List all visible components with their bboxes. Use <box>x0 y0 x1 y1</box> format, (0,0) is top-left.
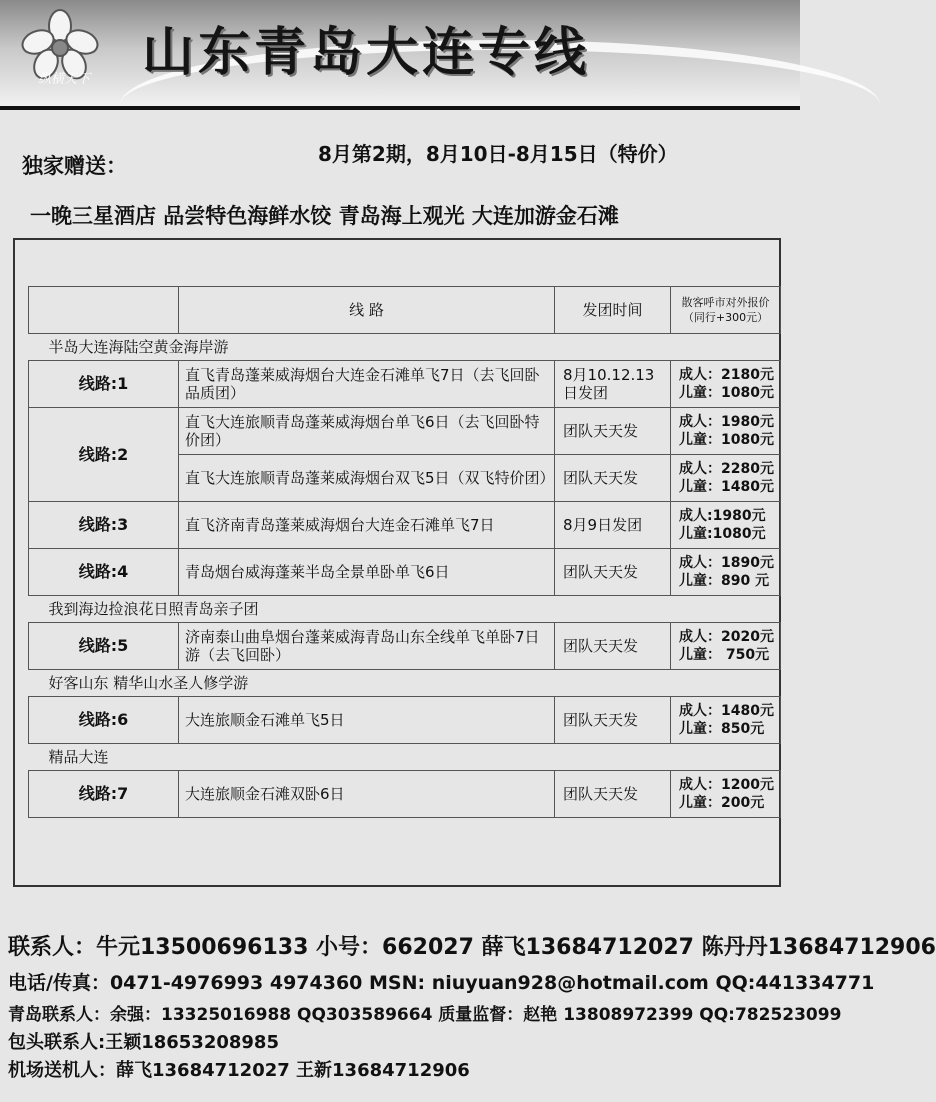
route-cell: 青岛烟台威海蓬莱半岛全景单卧单飞6日 <box>179 549 555 596</box>
table-row <box>29 623 781 670</box>
child-price: 儿童:1080元 <box>679 526 766 542</box>
header-route: 线 路 <box>179 287 555 334</box>
contact-line: 电话/传真：0471-4976993 4974360 MSN: niuyuan928@hotmail.com QQ:441334771 <box>8 972 875 994</box>
adult-price: 成人：1980元 <box>679 414 774 430</box>
child-price: 儿童：1480元 <box>679 479 774 495</box>
line-label: 线路:1 <box>29 361 179 408</box>
adult-price: 成人：2280元 <box>679 461 774 477</box>
header-price: 散客呼市对外报价（同行+300元） <box>671 287 781 334</box>
price-cell <box>671 502 781 549</box>
table-row <box>29 361 781 408</box>
table-row <box>29 697 781 744</box>
table-row <box>29 771 781 818</box>
line-label: 线路:2 <box>29 408 179 502</box>
section-row <box>29 744 781 771</box>
period-text: 8月第2期，8月10日-8月15日（特价） <box>318 142 678 166</box>
route-cell: 济南泰山曲阜烟台蓬莱威海青岛山东全线单飞单卧7日游（去飞回卧） <box>179 623 555 670</box>
adult-price: 成人：2180元 <box>679 367 774 383</box>
price-cell <box>671 623 781 670</box>
departure-cell: 团队天天发 <box>555 697 671 744</box>
adult-price: 成人：1200元 <box>679 777 774 793</box>
adult-price: 成人：2020元 <box>679 629 774 645</box>
route-cell: 直飞大连旅顺青岛蓬莱威海烟台双飞5日（双飞特价团） <box>179 455 555 502</box>
departure-cell: 团队天天发 <box>555 623 671 670</box>
departure-cell: 团队天天发 <box>555 549 671 596</box>
departure-cell: 8月10.12.13日发团 <box>555 361 671 408</box>
contact-line: 联系人：牛元13500696133 小号：662027 薛飞13684712027 陈丹丹13684712906 <box>8 935 936 960</box>
departure-cell: 团队天天发 <box>555 771 671 818</box>
table-row <box>29 549 781 596</box>
departure-cell: 团队天天发 <box>555 455 671 502</box>
table-header-row <box>29 287 781 334</box>
price-cell <box>671 771 781 818</box>
price-cell <box>671 361 781 408</box>
line-label: 线路:6 <box>29 697 179 744</box>
divider <box>0 106 800 110</box>
routes-table <box>28 286 781 818</box>
contact-line: 青岛联系人：余强：13325016988 QQ303589664 质量监督：赵艳 13808972399 QQ:782523099 <box>8 1005 842 1025</box>
header-banner <box>0 0 800 108</box>
section-title: 精品大连 <box>29 744 781 771</box>
header-cell-blank <box>29 287 179 334</box>
table-row <box>29 502 781 549</box>
line-label: 线路:4 <box>29 549 179 596</box>
page-title: 山东青岛大连专线 <box>142 23 591 83</box>
route-cell: 大连旅顺金石滩单飞5日 <box>179 697 555 744</box>
child-price: 儿童：1080元 <box>679 432 774 448</box>
adult-price: 成人：1890元 <box>679 555 774 571</box>
section-title: 半岛大连海陆空黄金海岸游 <box>29 334 781 361</box>
line-label: 线路:5 <box>29 623 179 670</box>
section-row <box>29 334 781 361</box>
gift-label: 独家赠送： <box>22 154 127 178</box>
route-cell: 直飞济南青岛蓬莱威海烟台大连金石滩单飞7日 <box>179 502 555 549</box>
route-cell: 大连旅顺金石滩双卧6日 <box>179 771 555 818</box>
logo-text: 纵横天下 <box>37 72 90 87</box>
section-title: 好客山东 精华山水圣人修学游 <box>29 670 781 697</box>
route-cell: 直飞青岛蓬莱威海烟台大连金石滩单飞7日（去飞回卧品质团） <box>179 361 555 408</box>
section-title: 我到海边捡浪花日照青岛亲子团 <box>29 596 781 623</box>
section-row <box>29 596 781 623</box>
price-cell <box>671 408 781 455</box>
price-cell <box>671 549 781 596</box>
header-departure: 发团时间 <box>555 287 671 334</box>
child-price: 儿童：890 元 <box>679 573 770 589</box>
contact-line: 机场送机人：薛飞13684712027 王新13684712906 <box>8 1060 470 1081</box>
price-cell <box>671 697 781 744</box>
line-label: 线路:3 <box>29 502 179 549</box>
departure-cell: 8月9日发团 <box>555 502 671 549</box>
departure-cell: 团队天天发 <box>555 408 671 455</box>
child-price: 儿童： 750元 <box>679 647 770 663</box>
line-label: 线路:7 <box>29 771 179 818</box>
price-cell <box>671 455 781 502</box>
route-cell: 直飞大连旅顺青岛蓬莱威海烟台单飞6日（去飞回卧特价团） <box>179 408 555 455</box>
child-price: 儿童：850元 <box>679 721 765 737</box>
section-row <box>29 670 781 697</box>
extras-text: 一晚三星酒店 品尝特色海鲜水饺 青岛海上观光 大连加游金石滩 <box>30 204 619 228</box>
child-price: 儿童：200元 <box>679 795 765 811</box>
contact-line: 包头联系人:王颖18653208985 <box>8 1032 279 1053</box>
table-row <box>29 408 781 455</box>
child-price: 儿童：1080元 <box>679 385 774 401</box>
adult-price: 成人：1480元 <box>679 703 774 719</box>
adult-price: 成人:1980元 <box>679 508 766 524</box>
